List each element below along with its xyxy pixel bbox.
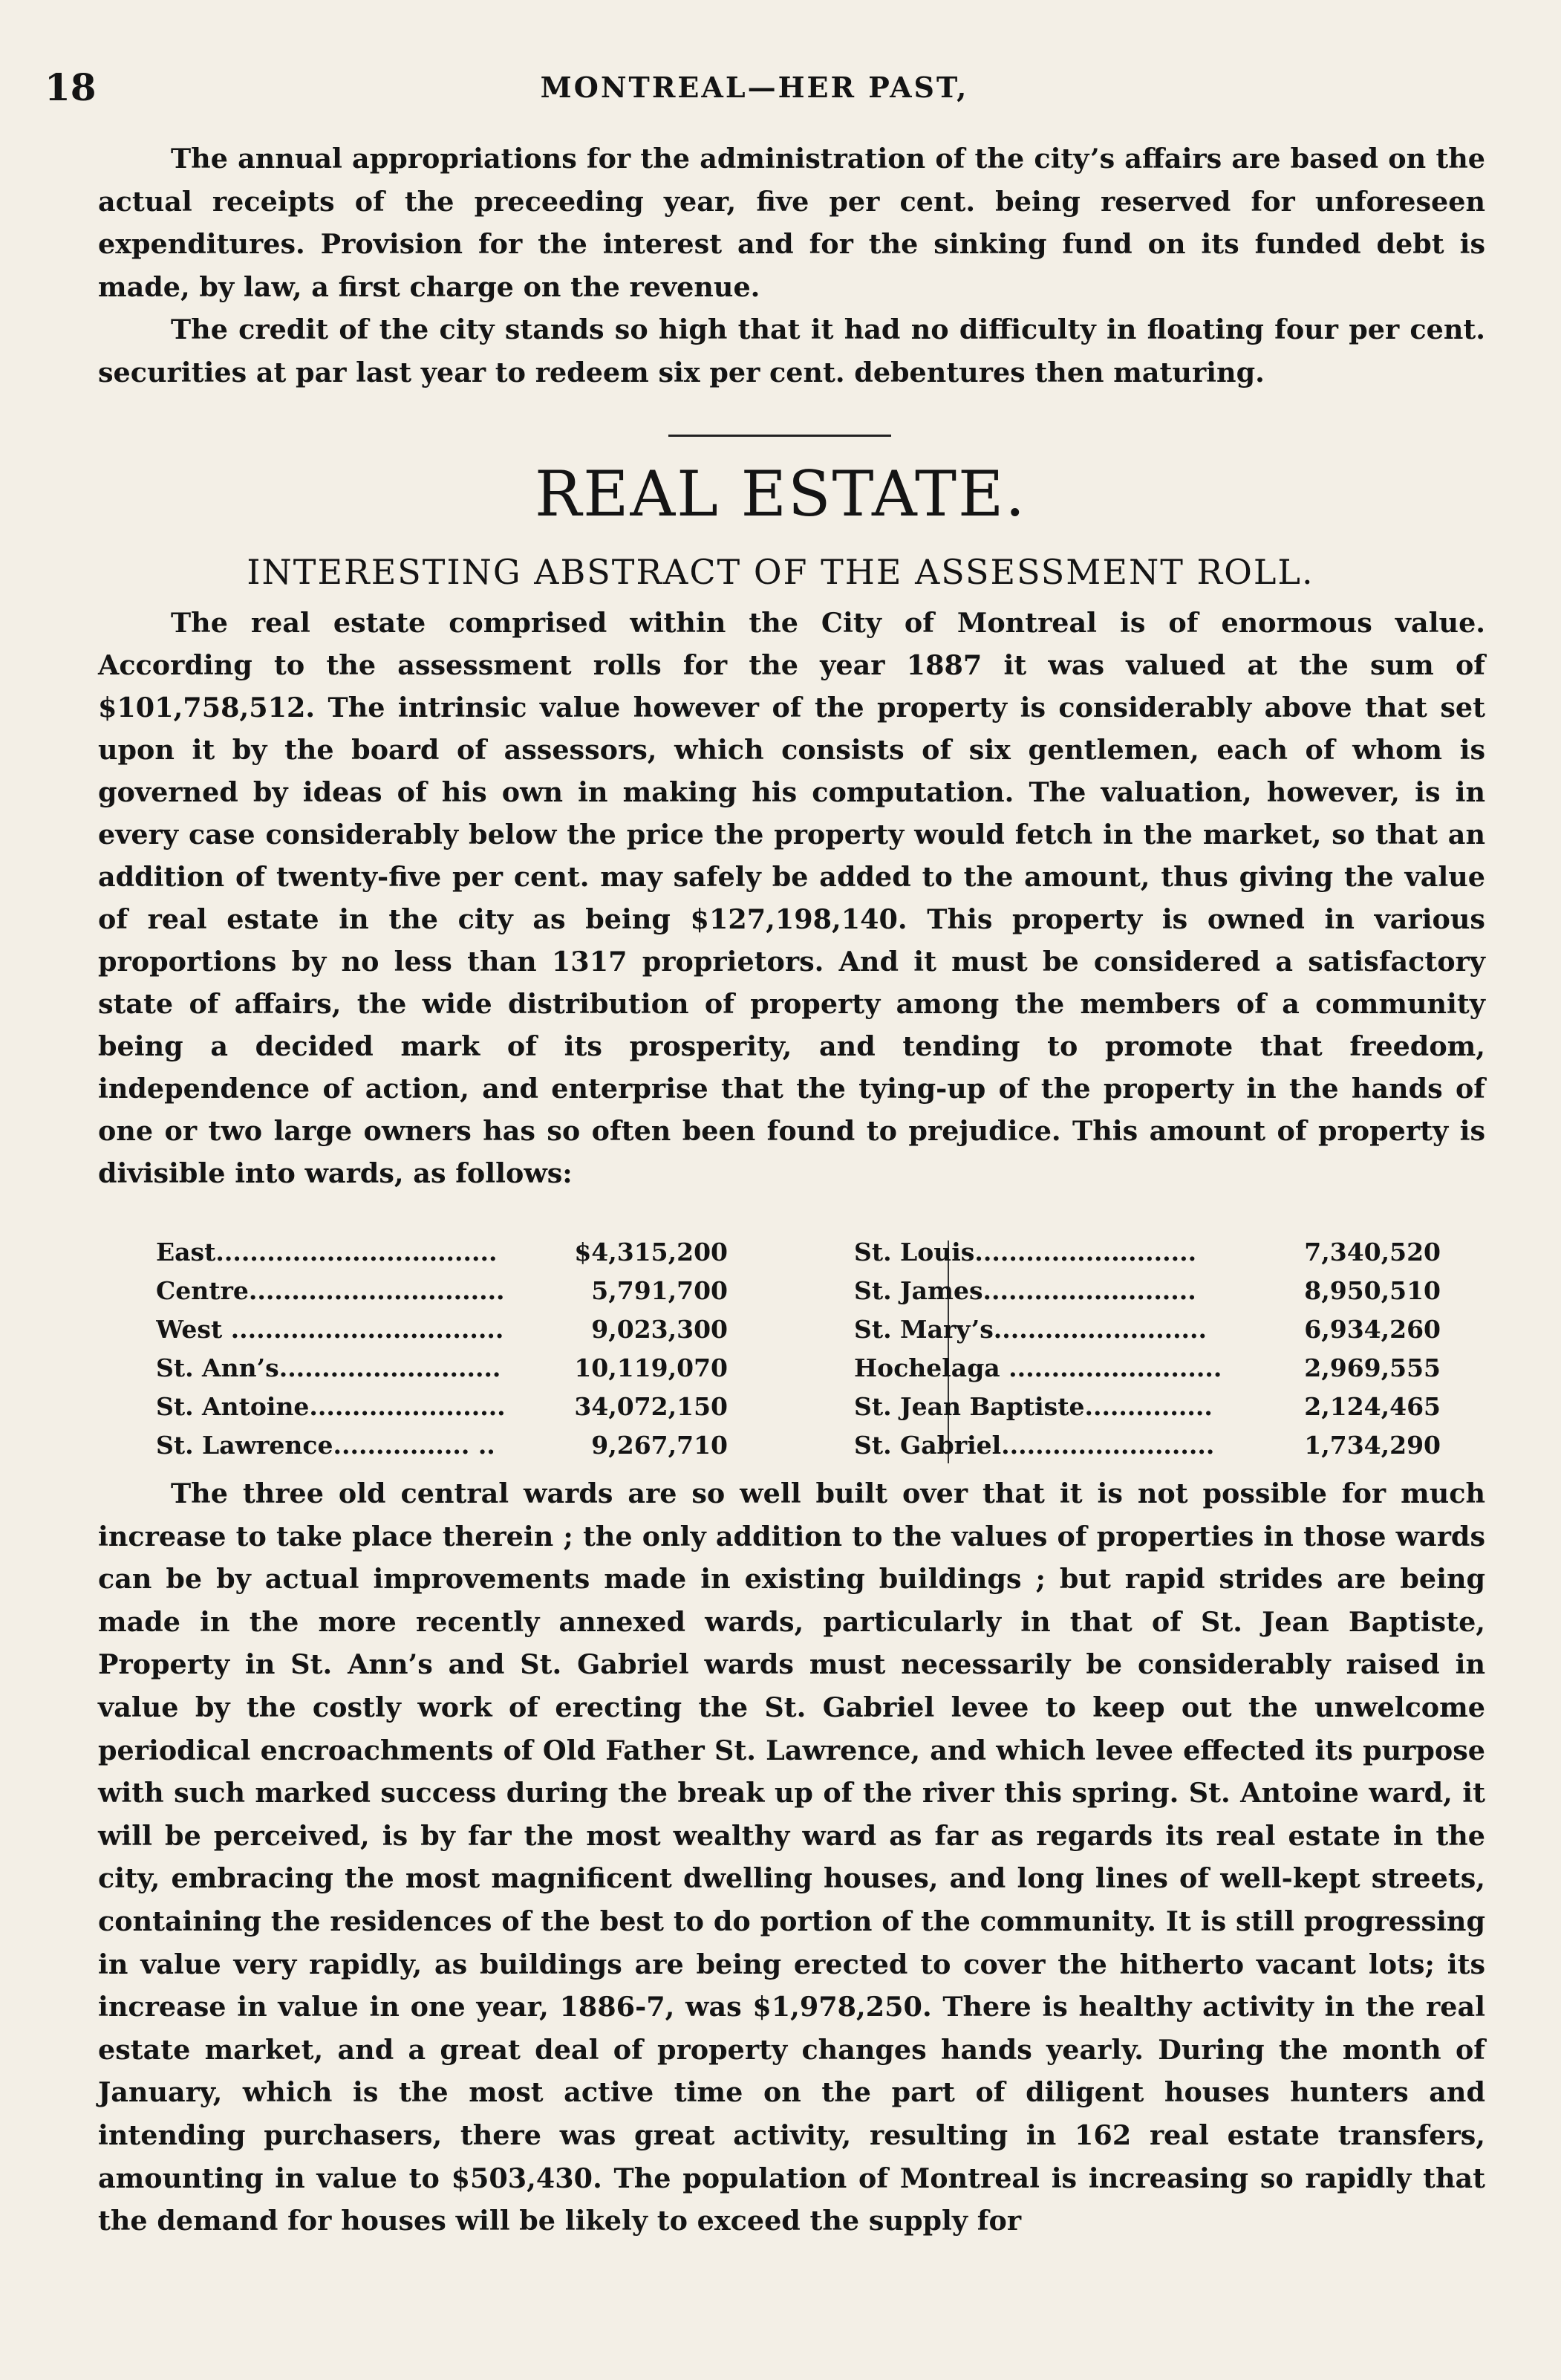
ward-value: 9,267,710 xyxy=(591,1431,728,1460)
ward-value: 5,791,700 xyxy=(591,1276,728,1305)
ward-column-left xyxy=(156,1233,728,1465)
ward-name: Centre.............................. xyxy=(156,1276,505,1305)
ward-row xyxy=(156,1233,728,1272)
ward-name: Hochelaga ......................... xyxy=(854,1353,1222,1382)
ward-value: 8,950,510 xyxy=(1304,1276,1441,1305)
paragraph-real-estate-intro: The real estate comprised within the City of Montreal is of enormous value. According to the assessment rolls for the year 1887 it was valued at the sum of $101,758,512. The intrinsic value however of the property is considerably above that set upon it by the board of assessors, which consists of six gentlemen, each of whom is governed by ideas of his own in making his computation. The valuation, however, is in every case considerably below the price the property would fetch in the market, so that an addition of twenty-five per cent. may safely be added to the amount, thus giving the value of real estate in the city as being $127,198,140. This property is owned in various proportions by no less than 1317 proprietors. And it must be considered a satisfactory state of affairs, the wide distribution of property among the members of a community being a decided mark of its prosperity, and tending to promote that freedom, independence of action, and enterprise that the tying-up of the property in the hands of one or two large owners has so often been found to prejudice. This amount of property is divisible into wards, as follows: xyxy=(98,607,1485,1189)
ward-name: St. Mary’s......................... xyxy=(854,1315,1208,1344)
paragraph-appropriations: The annual appropriations for the administration of the city’s affairs are based on the actual receipts of the preceeding year, five per cent. being reserved for unforeseen expenditures. Provision for the interest and for the sinking fund on its funded debt is made, by law, a first charge on the revenue. xyxy=(98,143,1485,303)
running-title: MONTREAL—HER PAST, xyxy=(540,71,969,104)
ward-value: 2,969,555 xyxy=(1304,1353,1441,1382)
ward-valuation-table xyxy=(156,1233,1441,1471)
ward-row xyxy=(854,1388,1441,1426)
ward-name: West ................................ xyxy=(156,1315,504,1344)
ward-name: St. Antoine....................... xyxy=(156,1392,506,1421)
ward-value: 7,340,520 xyxy=(1304,1238,1441,1267)
ward-value: 6,934,260 xyxy=(1304,1315,1441,1344)
ward-value: $4,315,200 xyxy=(574,1238,728,1267)
ward-name: St. James......................... xyxy=(854,1276,1196,1305)
ward-name: St. Lawrence................ .. xyxy=(156,1431,495,1460)
ward-name: St. Gabriel......................... xyxy=(854,1431,1215,1460)
ward-row xyxy=(156,1349,728,1388)
ward-name: St. Ann’s.......................... xyxy=(156,1353,501,1382)
ward-row xyxy=(854,1349,1441,1388)
ward-name: St. Louis.......................... xyxy=(854,1238,1197,1267)
ward-row xyxy=(854,1233,1441,1272)
ward-value: 9,023,300 xyxy=(591,1315,728,1344)
ward-value: 10,119,070 xyxy=(574,1353,728,1382)
ward-row xyxy=(156,1426,728,1465)
ward-row xyxy=(156,1310,728,1349)
page-header xyxy=(45,65,1464,110)
ward-value: 1,734,290 xyxy=(1304,1431,1441,1460)
page-number: 18 xyxy=(45,65,97,109)
ward-name: East................................. xyxy=(156,1238,498,1267)
section-subtitle: INTERESTING ABSTRACT OF THE ASSESSMENT ROLL. xyxy=(247,552,1314,592)
ward-column-right xyxy=(854,1233,1441,1465)
ward-value: 2,124,465 xyxy=(1304,1392,1441,1421)
section-title: REAL ESTATE. xyxy=(534,458,1027,530)
ward-row xyxy=(854,1426,1441,1465)
paragraph-city-credit: The credit of the city stands so high that it had no difficulty in floating four per cent. securities at par last year to redeem six per cent. debentures then maturing. xyxy=(98,313,1485,388)
ward-row xyxy=(854,1310,1441,1349)
ward-row xyxy=(854,1272,1441,1310)
paragraph-ward-analysis: The three old central wards are so well built over that it is not possible for much increase to take place therein ; the only addition to the values of properties in those wards can be by actual improvements made in existing buildings ; but rapid strides are being made in the more recently annexed wards, particularly in that of St. Jean Baptiste, Property in St. Ann’s and St. Gabriel wards must necessarily be considerably raised in value by the costly work of erecting the St. Gabriel levee to keep out the unwelcome periodical encroachments of Old Father St. Lawrence, and which levee effected its purpose with such marked success during the break up of the river this spring. St. Antoine ward, it will be perceived, is by far the most wealthy ward as far as regards its real estate in the city, embracing the most magnificent dwelling houses, and long lines of well-kept streets, containing the residences of the best to do portion of the community. It is still progressing in value very rapidly, as buildings are being erected to cover the hitherto vacant lots; its increase in value in one year, 1886-7, was $1,978,250. There is healthy activity in the real estate market, and a great deal of property changes hands yearly. During the month of January, which is the most active time on the part of diligent houses hunters and intending purchasers, there was great activity, resulting in 162 real estate transfers, amounting in value to $503,430. The population of Montreal is increasing so rapidly that the demand for houses will be likely to exceed the supply for xyxy=(98,1477,1485,2237)
ward-row xyxy=(156,1272,728,1310)
ward-name: St. Jean Baptiste............... xyxy=(854,1392,1213,1421)
ward-value: 34,072,150 xyxy=(574,1392,728,1421)
section-divider xyxy=(668,435,891,437)
ward-row xyxy=(156,1388,728,1426)
